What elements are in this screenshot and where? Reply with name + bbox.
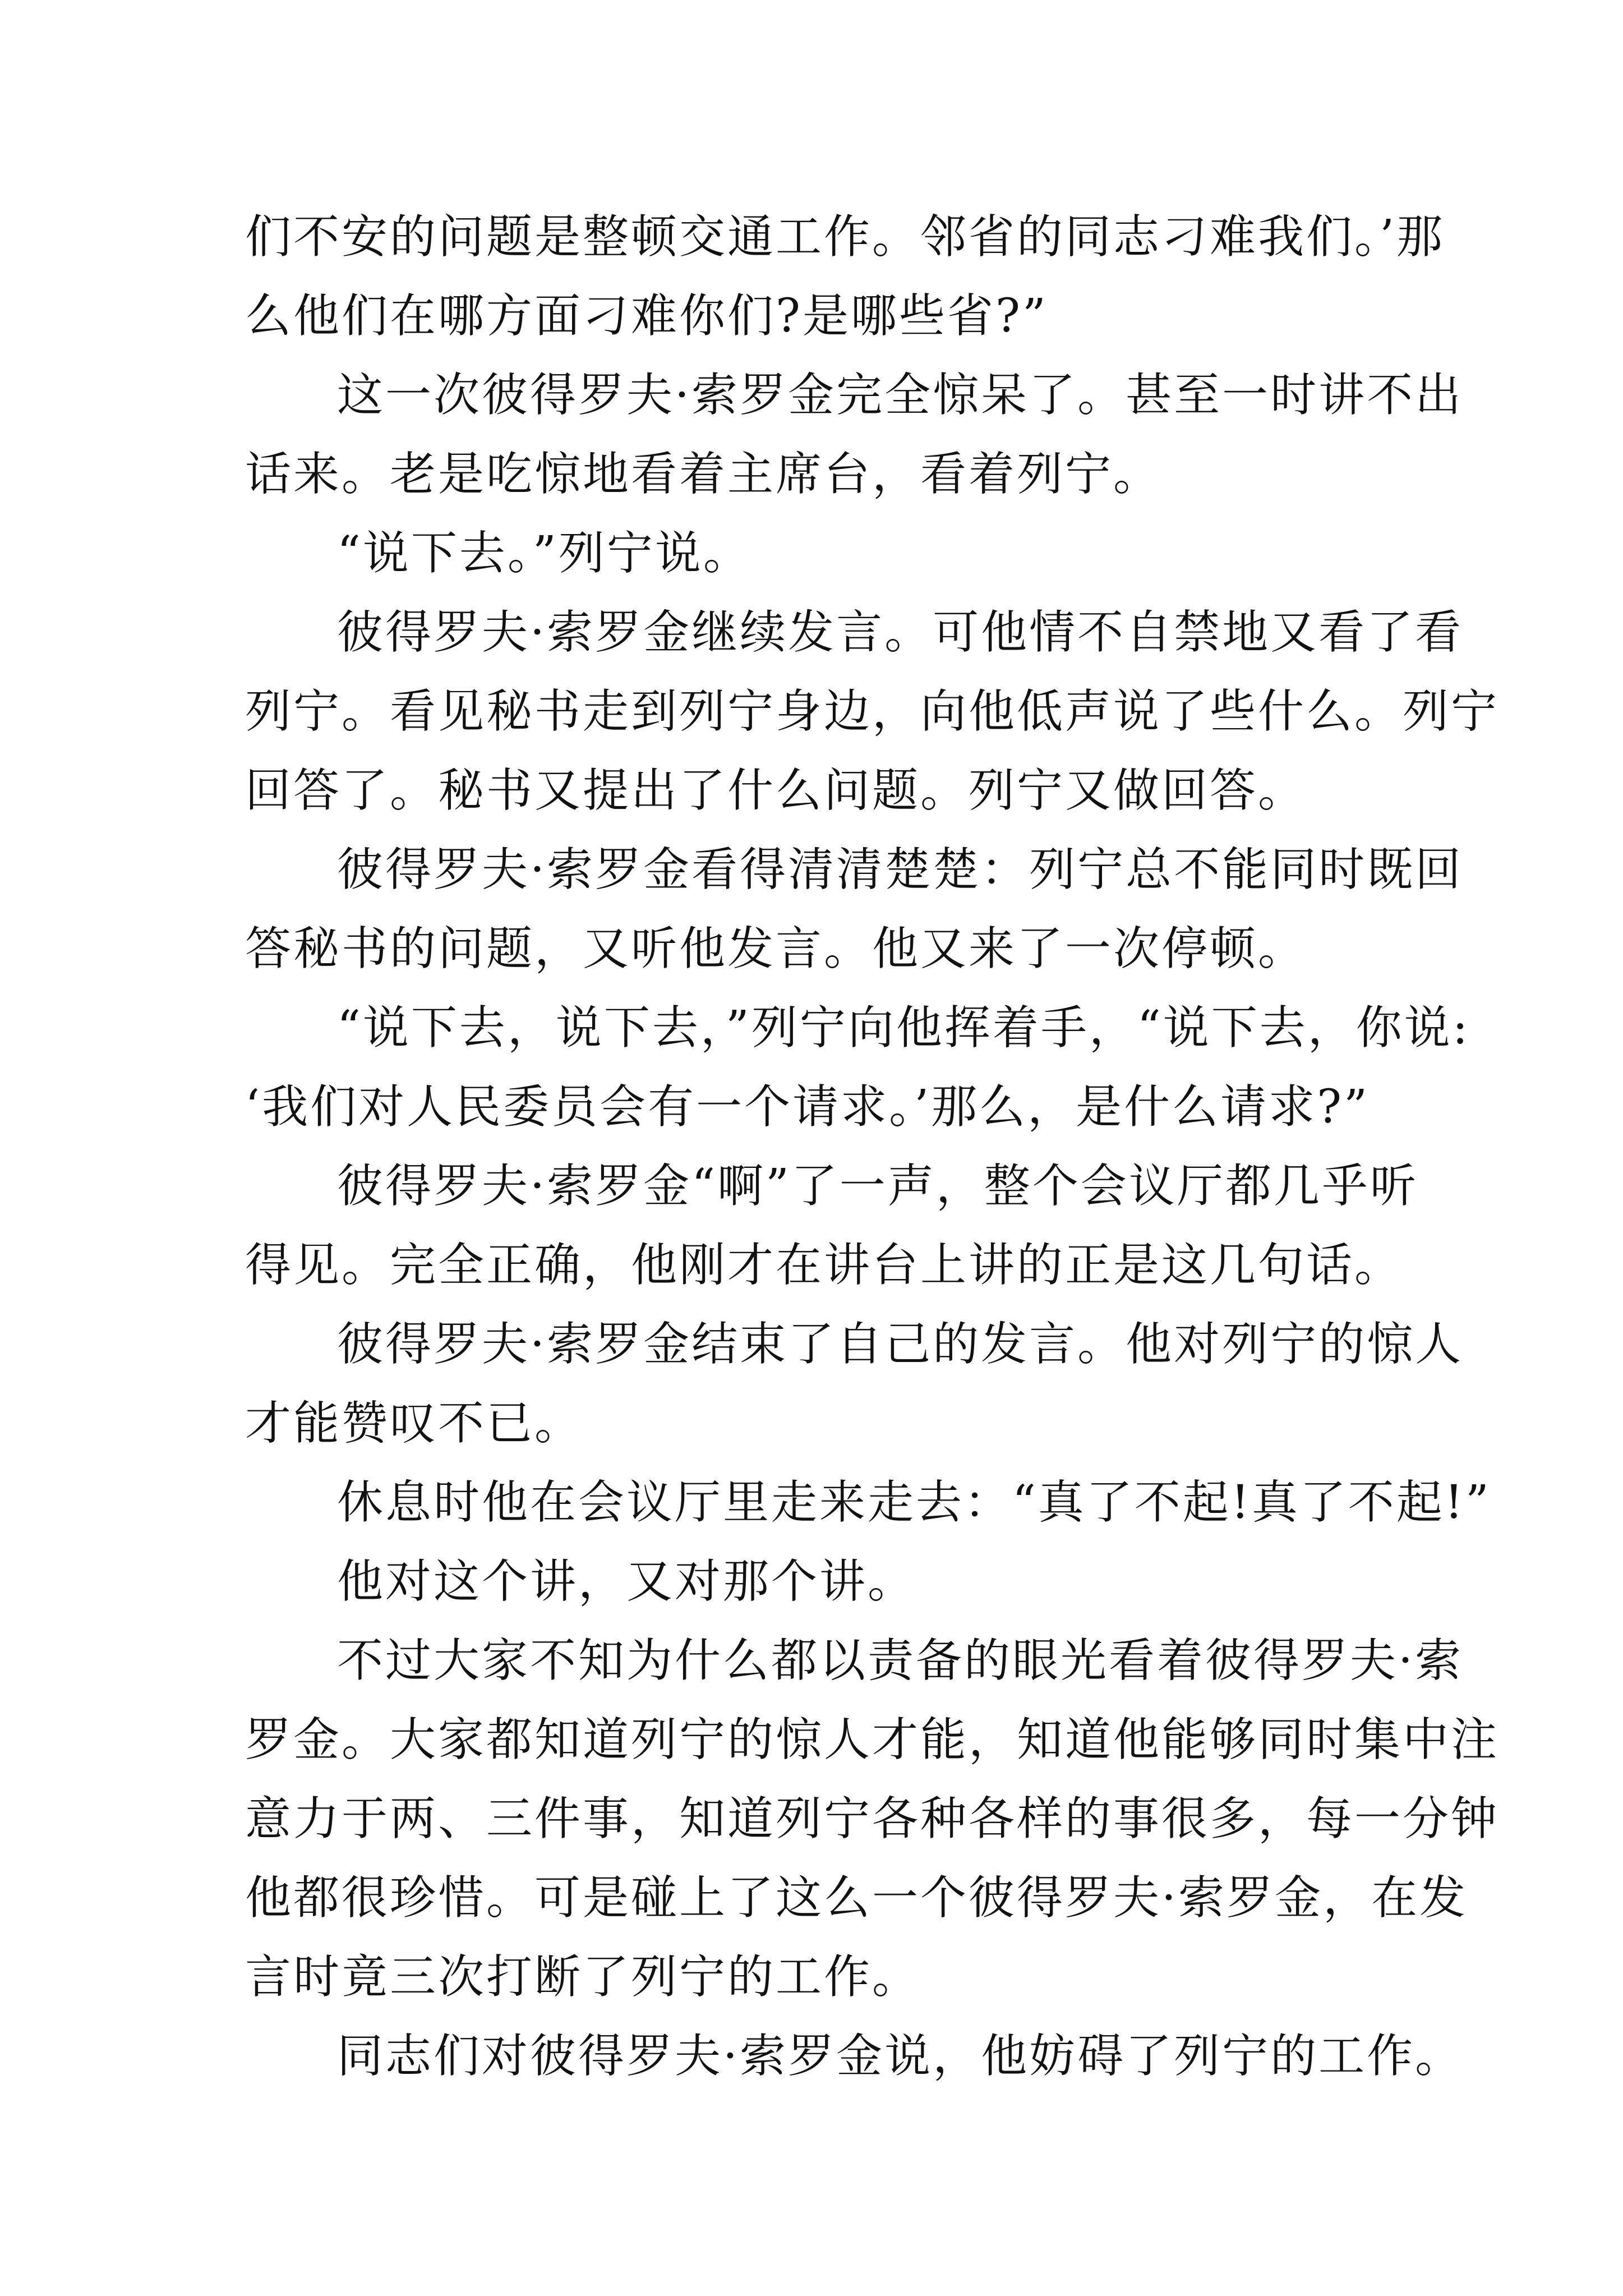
text-line: 同志们对彼得罗夫·索罗金说，他妨碍了列宁的工作。 [337, 2030, 1464, 2083]
text-line: 意力于两、三件事，知道列宁各种各样的事很多，每一分钟 [245, 1792, 1500, 1846]
text-line: ‘我们对人民委员会有一个请求。’那么，是什么请求?” [245, 1080, 1370, 1134]
text-line: 得见。完全正确，他刚才在讲台上讲的正是这几句话。 [245, 1239, 1403, 1292]
text-line: 才能赞叹不已。 [245, 1397, 583, 1450]
text-line: 彼得罗夫·索罗金看得清清楚楚：列宁总不能同时既回 [337, 843, 1464, 896]
text-line: 罗金。大家都知道列宁的惊人才能，知道他能够同时集中注 [245, 1713, 1500, 1766]
body-text [245, 197, 1500, 2096]
text-line: 列宁。看见秘书走到列宁身边，向他低声说了些什么。列宁 [245, 685, 1500, 738]
text-line: 们不安的问题是整顿交通工作。邻省的同志刁难我们。’那 [245, 210, 1445, 264]
text-line: 彼得罗夫·索罗金继续发言。可他情不自禁地又看了看 [337, 606, 1464, 659]
text-line: 回答了。秘书又提出了什么问题。列宁又做回答。 [245, 764, 1307, 817]
text-line: 不过大家不知为什么都以责备的眼光看着彼得罗夫·索 [337, 1634, 1464, 1687]
text-line: 彼得罗夫·索罗金“啊”了一声，整个会议厅都几乎听 [337, 1159, 1418, 1213]
text-line: “说下去。”列宁说。 [337, 527, 751, 580]
text-line: 言时竟三次打断了列宁的工作。 [245, 1950, 921, 2004]
text-line: 休息时他在会议厅里走来走去：“真了不起!真了不起!” [337, 1476, 1491, 1529]
text-line: 他都很珍惜。可是碰上了这么一个彼得罗夫·索罗金，在发 [245, 1871, 1468, 1925]
text-line: 他对这个讲，又对那个讲。 [337, 1555, 916, 1608]
text-line: 答秘书的问题，又听他发言。他又来了一次停顿。 [245, 922, 1307, 976]
text-line: 这一次彼得罗夫·索罗金完全惊呆了。甚至一时讲不出 [337, 369, 1464, 422]
text-line: 话来。老是吃惊地看着主席台，看着列宁。 [245, 448, 1162, 501]
text-line: 么他们在哪方面刁难你们?是哪些省?” [245, 289, 1048, 343]
text-line: “说下去，说下去，”列宁向他挥着手，“说下去，你说: [337, 1001, 1470, 1055]
text-line: 彼得罗夫·索罗金结束了自己的发言。他对列宁的惊人 [337, 1318, 1464, 1371]
